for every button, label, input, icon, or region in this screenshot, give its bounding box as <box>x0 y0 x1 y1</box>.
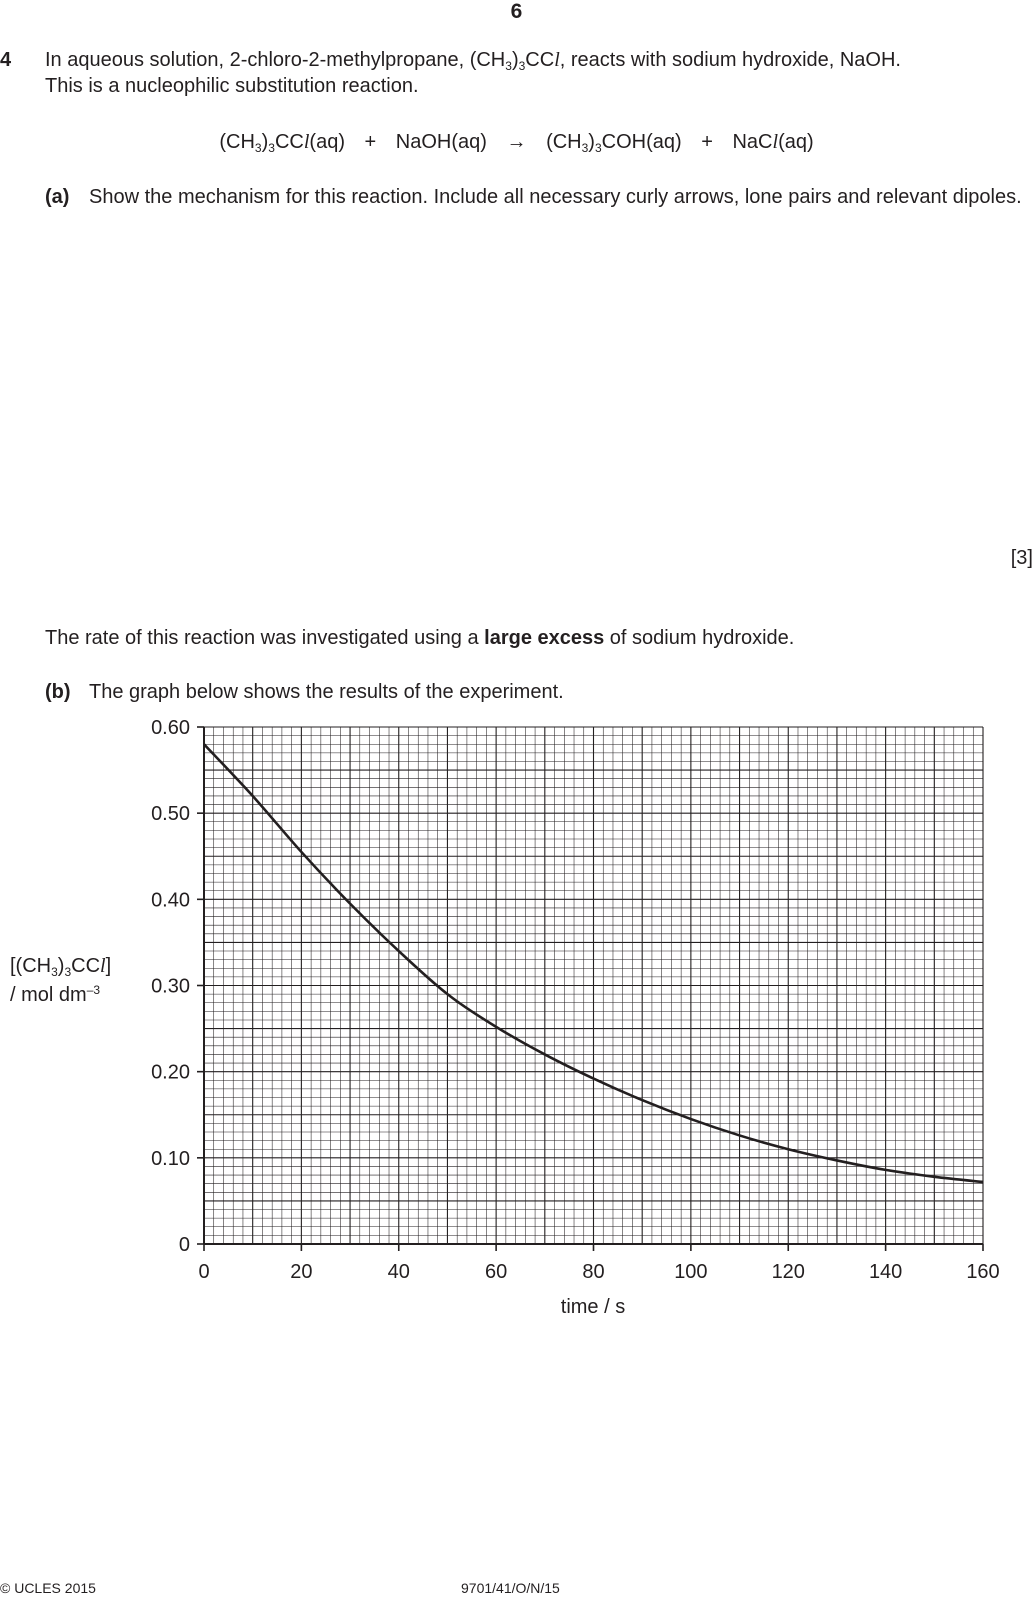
intro-sub-2: 3 <box>518 59 526 73</box>
ylab-part: CC <box>71 955 101 977</box>
excess-text-before: The rate of this reaction was investigated using a <box>45 627 485 649</box>
ylab-units: / mol dm <box>10 984 87 1006</box>
x-tick-label: 20 <box>290 1261 313 1283</box>
question-intro <box>45 47 1033 99</box>
intro-text-3: CC <box>525 49 555 71</box>
concentration-time-chart <box>0 700 1033 1340</box>
x-tick-labels <box>198 1261 999 1283</box>
eq-sub: 3 <box>594 141 602 155</box>
intro-sub-1: 3 <box>505 59 512 73</box>
eq-paren: ) <box>261 131 269 153</box>
eq-plus: + <box>364 131 377 153</box>
x-tick-label: 40 <box>387 1261 410 1283</box>
x-tick-label: 60 <box>485 1261 508 1283</box>
intro-text-4: , reacts with sodium hydroxide, NaOH. <box>559 49 901 71</box>
ylab-sup: –3 <box>86 983 101 997</box>
y-tick-label: 0.60 <box>151 717 190 739</box>
ylab-sub: 3 <box>64 965 72 979</box>
y-tick-label: 0 <box>178 1234 190 1256</box>
x-tick-label: 140 <box>868 1261 903 1283</box>
page-number: 6 <box>510 0 523 23</box>
ylab-part: ) <box>57 955 65 977</box>
ylab-l-letter: l <box>100 955 106 977</box>
part-a-text: Show the mechanism for this reaction. Include all necessary curly arrows, lone pairs and relevant dipoles. <box>89 186 1022 208</box>
eq-sub: 3 <box>581 141 589 155</box>
eq-product1-tail: COH(aq) <box>601 131 682 153</box>
intro-l-letter: l <box>554 49 560 71</box>
intro-line-2: This is a nucleophilic substitution reaction. <box>45 75 419 97</box>
marks-a: [3] <box>1010 547 1033 569</box>
x-tick-label: 100 <box>674 1261 708 1283</box>
eq-state: (aq) <box>778 131 814 153</box>
eq-paren: ) <box>588 131 595 153</box>
y-tick-label: 0.40 <box>151 889 190 912</box>
eq-reactant1-tail: CC <box>274 131 304 153</box>
x-tick-label: 120 <box>771 1261 805 1283</box>
footer-code: 9701/41/O/N/15 <box>461 1580 560 1596</box>
part-a-label: (a) <box>45 186 70 208</box>
ylab-part: ] <box>105 955 112 977</box>
y-tick-label: 0.10 <box>151 1147 190 1170</box>
eq-l-letter: l <box>303 131 310 153</box>
question-number: 4 <box>0 49 12 71</box>
eq-reactant1: (CH <box>219 131 255 153</box>
eq-plus: + <box>701 131 713 153</box>
eq-product1: (CH <box>546 131 582 153</box>
intro-text-1: In aqueous solution, 2-chloro-2-methylpropane, (CH <box>45 49 506 71</box>
part-b-text: The graph below shows the results of the experiment. <box>89 681 564 703</box>
x-tick-label: 0 <box>198 1261 210 1283</box>
ylab-sub: 3 <box>51 965 58 979</box>
y-tick-label: 0.50 <box>151 803 190 826</box>
eq-sub: 3 <box>268 141 275 155</box>
excess-statement <box>45 625 794 651</box>
y-tick-label: 0.30 <box>151 975 190 998</box>
eq-reactant2: NaOH(aq) <box>395 131 487 153</box>
ylab-part: [(CH <box>10 955 52 977</box>
eq-l-letter: l <box>772 131 779 153</box>
excess-text-after: of sodium hydroxide. <box>604 627 795 649</box>
intro-text-2: ) <box>511 49 519 71</box>
eq-arrow: → <box>506 131 527 153</box>
y-tick-label: 0.20 <box>151 1061 190 1084</box>
x-tick-label: 160 <box>966 1261 1000 1283</box>
footer-copyright: © UCLES 2015 <box>0 1580 96 1596</box>
reaction-equation <box>0 129 1033 155</box>
y-tick-labels <box>151 717 190 1256</box>
excess-text-bold: large excess <box>484 627 605 649</box>
part-b-label: (b) <box>45 681 71 703</box>
eq-state: (aq) <box>309 131 345 153</box>
eq-sub: 3 <box>254 141 262 155</box>
x-tick-label: 80 <box>582 1261 605 1283</box>
tick-marks <box>197 727 983 1251</box>
eq-product2: NaC <box>732 131 773 153</box>
x-axis-label: time / s <box>560 1296 626 1318</box>
